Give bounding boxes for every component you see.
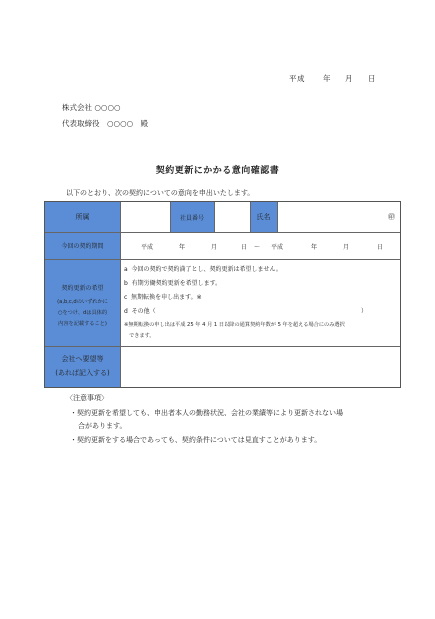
renewal-wish-sub1: (a,b,c,dのいずれかに <box>57 299 108 305</box>
period-start-year: 年 <box>179 244 186 251</box>
renewal-wish-sub3: 内容を記載すること) <box>58 321 107 327</box>
date-day: 日 <box>368 74 376 83</box>
document-title: 契約更新にかかる意向確認書 <box>155 166 280 176</box>
date-month: 月 <box>345 74 353 83</box>
note-item1-line2: 合があります。 <box>78 422 127 430</box>
note-item1-line1: ・契約更新を希望しても、申出者本人の勤務状況、会社の業績等により更新されない場 <box>70 409 343 417</box>
affiliation-label: 所属 <box>75 213 90 221</box>
period-end-year: 年 <box>311 244 318 251</box>
period-tilde: 〜 <box>254 244 261 251</box>
affiliation-field[interactable] <box>121 202 170 232</box>
date-year: 年 <box>323 74 331 83</box>
option-d[interactable]: d その他（ <box>124 308 156 315</box>
period-start-month: 月 <box>211 244 218 251</box>
name-field[interactable] <box>278 202 388 232</box>
period-end-era: 平成 <box>271 244 284 251</box>
notes-heading: 〈注意事項〉 <box>66 394 108 402</box>
period-end-month: 月 <box>343 244 350 251</box>
name-label: 氏名 <box>256 213 271 221</box>
conversion-note-line2: できます。 <box>129 333 155 339</box>
period-start-era: 平成 <box>141 244 154 251</box>
representative-name: 代表取締役 ○○○○ 殿 <box>62 119 149 128</box>
renewal-options <box>121 260 400 346</box>
period-end-day: 日 <box>377 244 384 251</box>
employee-no-field[interactable] <box>215 202 250 232</box>
requests-label: 会社へ要望等 <box>61 355 104 363</box>
period-start-day: 日 <box>241 244 248 251</box>
contract-period-label: 今回の契約期間 <box>61 243 104 250</box>
option-c[interactable]: c 無期転換を申し出ます。※ <box>124 294 202 301</box>
employee-no-label: 社員番号 <box>179 214 204 222</box>
intro-text: 以下のとおり、次の契約についての意向を申出いたします。 <box>66 189 255 197</box>
request-form <box>44 201 401 388</box>
option-a[interactable]: a 今回の契約で契約満了とし、契約更新は希望しません。 <box>124 266 282 273</box>
company-name: 株式会社 ○○○○ <box>62 103 121 112</box>
contract-period-field[interactable] <box>121 233 400 259</box>
option-b[interactable]: b 有期労働契約更新を希望します。 <box>124 280 222 287</box>
requests-field[interactable] <box>121 347 400 387</box>
seal-mark: ㊞ <box>388 213 395 221</box>
conversion-note-line1: ※無期転換の申し出は平成 25 年 4 月 1 日以降の通算契約年数が 5 年を超える場合にのみ選択 <box>124 322 345 328</box>
requests-sublabel: (あれば記入する) <box>55 369 110 377</box>
date-era: 平成 <box>289 74 305 83</box>
note-item2: ・契約更新をする場合であっても、契約条件については見直すことがあります。 <box>70 436 322 444</box>
renewal-wish-label: 契約更新の希望 <box>61 285 104 292</box>
renewal-wish-sub2: ○をつけ、dは具体的 <box>57 310 108 316</box>
option-d-close: ） <box>361 308 368 315</box>
